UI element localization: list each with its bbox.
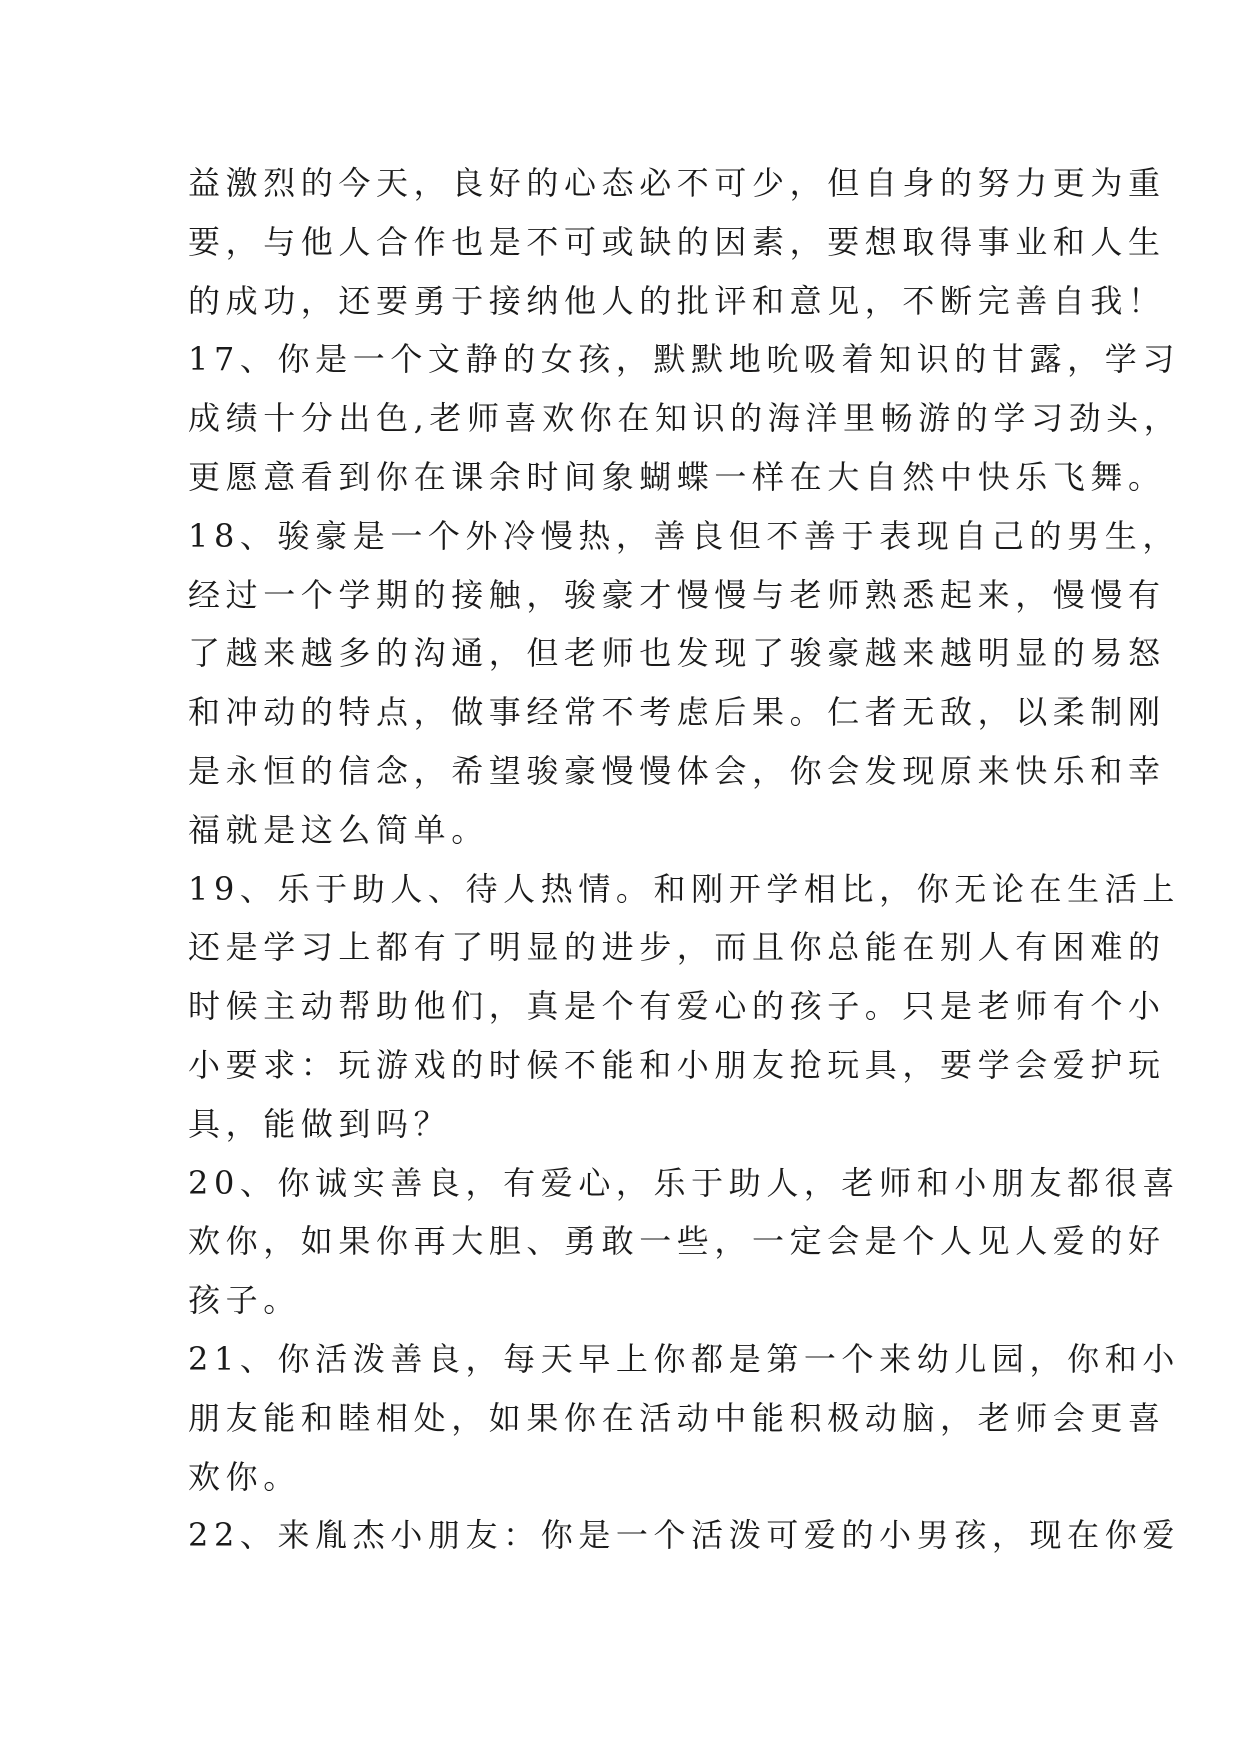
text-line: 22、来胤杰小朋友：你是一个活泼可爱的小男孩，现在你爱 bbox=[188, 1516, 1180, 1555]
text-line: 的成功，还要勇于接纳他人的批评和意见，不断完善自我！ bbox=[188, 281, 1166, 320]
text-line: 经过一个学期的接触，骏豪才慢慢与老师熟悉起来，慢慢有 bbox=[188, 575, 1166, 614]
text-line: 17、你是一个文静的女孩，默默地吮吸着知识的甘露，学习 bbox=[188, 340, 1180, 379]
text-line: 成绩十分出色,老师喜欢你在知识的海洋里畅游的学习劲头， bbox=[188, 399, 1182, 438]
text-line: 欢你，如果你再大胆、勇敢一些，一定会是个人见人爱的好 bbox=[188, 1222, 1166, 1261]
text-line: 要，与他人合作也是不可或缺的因素，要想取得事业和人生 bbox=[188, 222, 1166, 261]
body-text bbox=[188, 154, 1182, 1565]
text-line: 和冲动的特点，做事经常不考虑后果。仁者无敌，以柔制刚 bbox=[188, 693, 1166, 732]
text-line: 孩子。 bbox=[188, 1281, 301, 1320]
text-line: 了越来越多的沟通，但老师也发现了骏豪越来越明显的易怒 bbox=[188, 634, 1166, 673]
text-line: 朋友能和睦相处，如果你在活动中能积极动脑，老师会更喜 bbox=[188, 1398, 1166, 1437]
text-line: 是永恒的信念，希望骏豪慢慢体会，你会发现原来快乐和幸 bbox=[188, 751, 1166, 790]
text-line: 20、你诚实善良，有爱心，乐于助人，老师和小朋友都很喜 bbox=[188, 1163, 1180, 1202]
text-line: 18、骏豪是一个外冷慢热，善良但不善于表现自己的男生， bbox=[188, 516, 1180, 555]
text-line: 益激烈的今天，良好的心态必不可少，但自身的努力更为重 bbox=[188, 164, 1166, 202]
text-line: 具，能做到吗？ bbox=[188, 1104, 452, 1143]
text-line: 19、乐于助人、待人热情。和刚开学相比，你无论在生活上 bbox=[188, 869, 1180, 908]
text-line: 福就是这么简单。 bbox=[188, 810, 489, 849]
text-line: 更愿意看到你在课余时间象蝴蝶一样在大自然中快乐飞舞。 bbox=[188, 457, 1166, 496]
text-line: 21、你活泼善良，每天早上你都是第一个来幼儿园，你和小 bbox=[188, 1339, 1180, 1378]
text-line: 小要求：玩游戏的时候不能和小朋友抢玩具，要学会爱护玩 bbox=[188, 1045, 1166, 1084]
text-line: 时候主动帮助他们，真是个有爱心的孩子。只是老师有个小 bbox=[188, 987, 1166, 1026]
text-line: 还是学习上都有了明显的进步，而且你总能在别人有困难的 bbox=[188, 928, 1166, 967]
text-line: 欢你。 bbox=[188, 1457, 301, 1496]
